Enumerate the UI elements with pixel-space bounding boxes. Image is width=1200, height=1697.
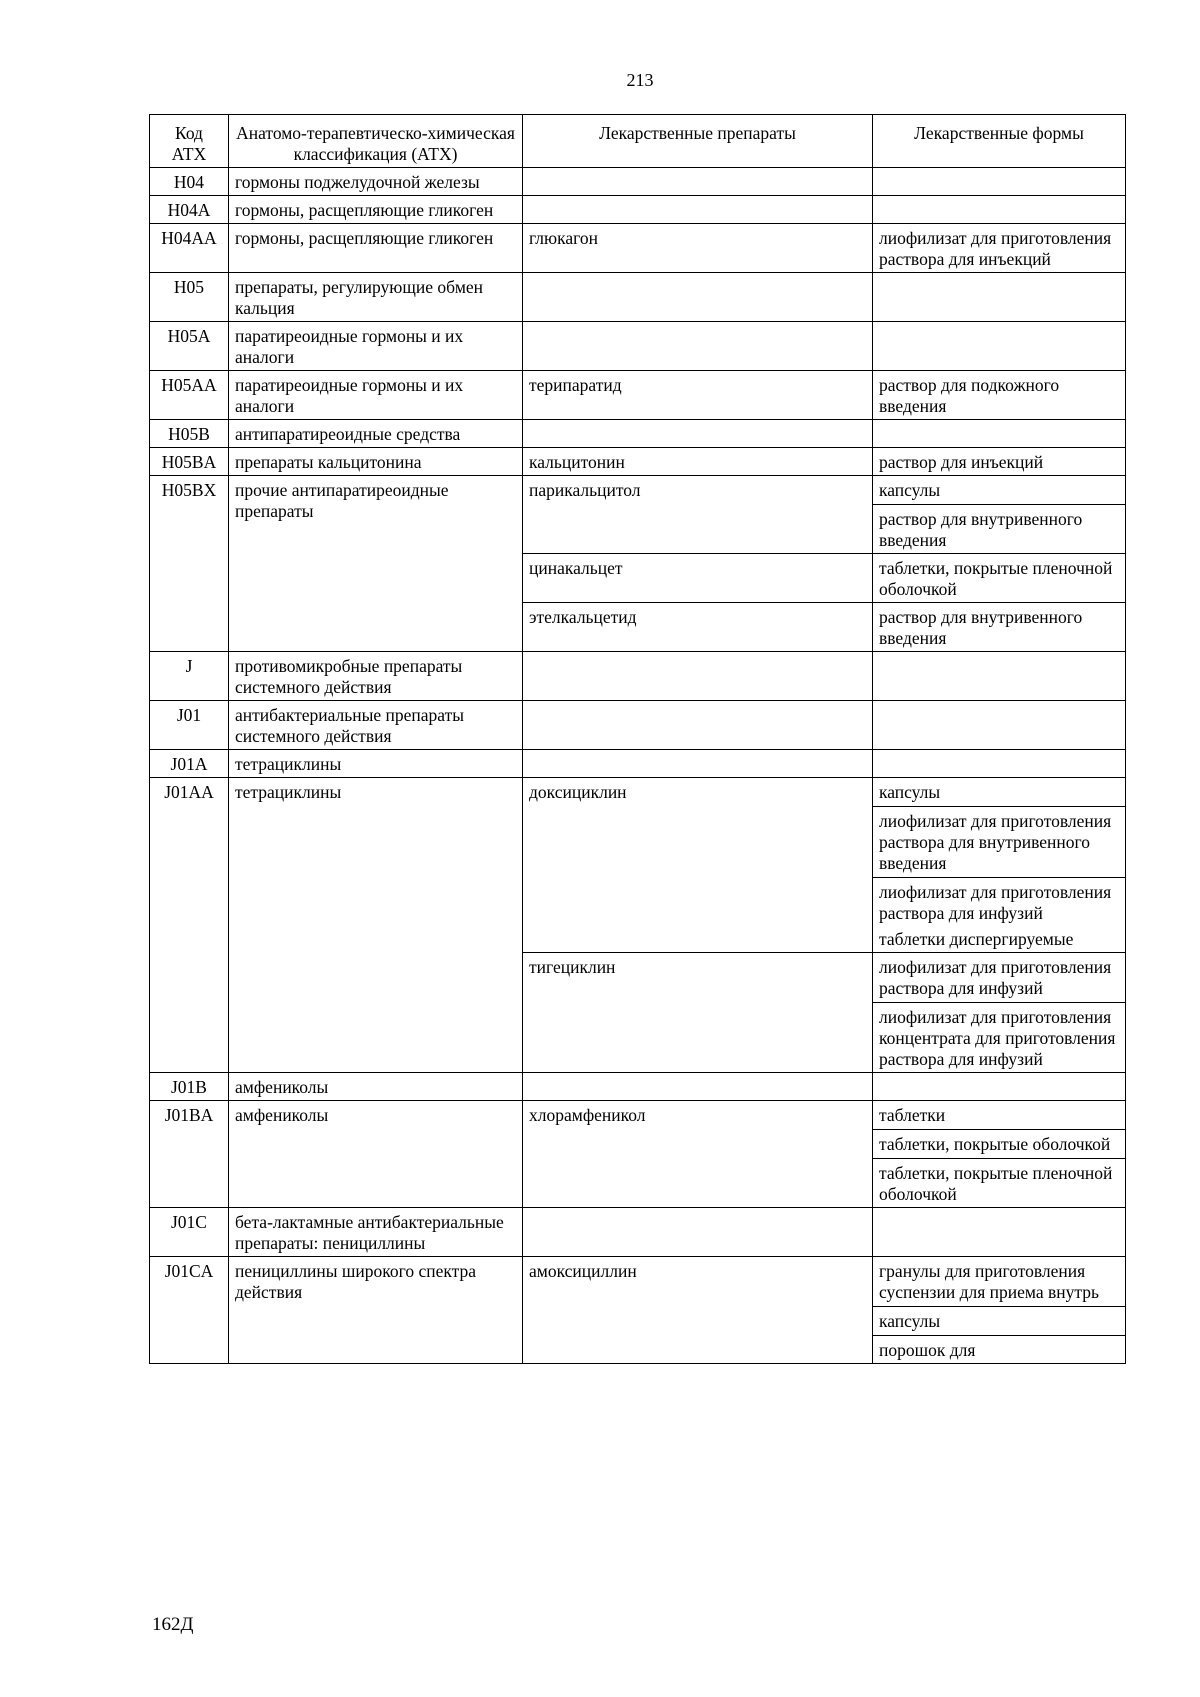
atx-code-cell: H04AA [150,224,229,273]
table-row [150,273,1126,322]
drug-name-cell [523,750,873,778]
dosage-form: раствор для инъекций [879,452,1044,472]
table-row [150,1208,1126,1257]
atx-code-cell: H05 [150,273,229,322]
dosage-form: таблетки [879,1105,946,1125]
dosage-form: лиофилизат для приготовления концентрата для приготовления раствора для инфузий [873,1002,1125,1070]
dosage-forms-cell [873,750,1126,778]
atx-code-cell: J01CA [150,1257,229,1364]
atx-code-cell: H05A [150,322,229,371]
table-row [150,750,1126,778]
table-row [150,448,1126,476]
table-row [150,701,1126,750]
atx-classification-cell: паратиреоидные гормоны и их аналоги [229,322,523,371]
atx-classification-cell: антибактериальные препараты системного действия [229,701,523,750]
atx-code-cell: J01A [150,750,229,778]
atx-table [149,114,1126,1364]
dosage-forms-cell [873,224,1126,273]
page-number: 213 [626,70,654,90]
atx-classification-cell: амфениколы [229,1101,523,1208]
drug-name-cell [523,1073,873,1101]
dosage-forms-cell [873,371,1126,420]
drug-name-cell [523,273,873,322]
dosage-form: раствор для подкожного введения [879,375,1060,416]
dosage-forms-cell [873,168,1126,196]
drug-name-cell [523,652,873,701]
drug-name-cell: доксициклин [523,778,873,953]
dosage-forms-cell [873,196,1126,224]
dosage-forms-cell [873,701,1126,750]
atx-code-cell: J01AA [150,778,229,1073]
atx-classification-cell: противомикробные препараты системного действия [229,652,523,701]
dosage-form: гранулы для приготовления суспензии для приема внутрь [879,1261,1099,1302]
dosage-forms-cell [873,420,1126,448]
table-row [150,224,1126,273]
drug-name-cell: глюкагон [523,224,873,273]
dosage-forms-cell [873,953,1126,1073]
atx-code-cell: H05BA [150,448,229,476]
table-row [150,1101,1126,1208]
footer-code: 162Д [152,1614,194,1635]
dosage-forms-cell [873,273,1126,322]
table-row [150,168,1126,196]
dosage-form: капсулы [879,480,941,500]
dosage-form: таблетки, покрытые пленочной оболочкой [873,1158,1125,1205]
drug-name-cell [523,322,873,371]
dosage-forms-cell [873,322,1126,371]
atx-code-cell: J01BA [150,1101,229,1208]
atx-classification-cell: пенициллины широкого спектра действия [229,1257,523,1364]
table-row [150,652,1126,701]
dosage-forms-cell [873,1257,1126,1364]
dosage-form: таблетки диспергируемые [879,929,1074,949]
drug-name-cell: цинакальцет [523,554,873,603]
dosage-form: таблетки, покрытые пленочной оболочкой [879,558,1113,599]
drug-name-cell [523,1208,873,1257]
dosage-forms-cell [873,1101,1126,1208]
dosage-forms-cell [873,652,1126,701]
drug-name-cell: парикальцитол [523,476,873,554]
dosage-form: раствор для внутривенного введения [879,607,1083,648]
drug-name-cell: амоксициллин [523,1257,873,1364]
atx-code-cell: H05AA [150,371,229,420]
dosage-forms-cell [873,554,1126,603]
table-row [150,196,1126,224]
atx-classification-cell: амфениколы [229,1073,523,1101]
table-row [150,322,1126,371]
drug-name-cell [523,196,873,224]
dosage-form: капсулы [873,1306,1125,1332]
drug-name-cell: этелкальцетид [523,603,873,652]
dosage-form: лиофилизат для приготовления раствора для инъекций [879,228,1112,269]
table-row [150,1257,1126,1364]
drug-name-cell [523,168,873,196]
atx-classification-cell: прочие антипаратиреоидные препараты [229,476,523,652]
table-row [150,778,1126,953]
column-header-drugs: Лекарственные препараты [523,115,873,168]
dosage-form: капсулы [879,782,941,802]
dosage-form: таблетки, покрытые оболочкой [873,1129,1125,1155]
atx-classification-cell: бета-лактамные антибактериальные препараты: пенициллины [229,1208,523,1257]
drug-name-cell: тигециклин [523,953,873,1073]
column-header-classification: Анатомо-терапевтическо-химическая классификация (АТХ) [229,115,523,168]
dosage-forms-cell [873,476,1126,554]
atx-code-cell: H04A [150,196,229,224]
column-header-forms: Лекарственные формы [873,115,1126,168]
dosage-forms-cell [873,778,1126,953]
atx-code-cell: J01 [150,701,229,750]
atx-classification-cell: тетрациклины [229,750,523,778]
atx-classification-cell: паратиреоидные гормоны и их аналоги [229,371,523,420]
dosage-forms-cell [873,1208,1126,1257]
atx-classification-cell: препараты, регулирующие обмен кальция [229,273,523,322]
atx-code-cell: J01C [150,1208,229,1257]
dosage-forms-cell [873,448,1126,476]
atx-classification-cell: антипаратиреоидные средства [229,420,523,448]
dosage-form: раствор для внутривенного введения [873,504,1125,551]
atx-classification-cell: гормоны поджелудочной железы [229,168,523,196]
atx-classification-cell: препараты кальцитонина [229,448,523,476]
drug-name-cell [523,420,873,448]
table-row [150,1073,1126,1101]
table-row [150,371,1126,420]
table-header-row [150,115,1126,168]
dosage-form: лиофилизат для приготовления раствора для инфузий [879,957,1112,998]
atx-code-cell: H04 [150,168,229,196]
drug-name-cell: терипаратид [523,371,873,420]
drug-name-cell: хлорамфеникол [523,1101,873,1208]
column-header-code: Код АТХ [150,115,229,168]
table-body [150,168,1126,1364]
drug-name-cell: кальцитонин [523,448,873,476]
dosage-form: лиофилизат для приготовления раствора для внутривенного введения [873,806,1125,874]
atx-code-cell: J01B [150,1073,229,1101]
atx-classification-cell: гормоны, расщепляющие гликоген [229,196,523,224]
drug-name-cell [523,701,873,750]
atx-code-cell: H05B [150,420,229,448]
table-row [150,420,1126,448]
dosage-forms-cell [873,603,1126,652]
atx-code-cell: H05BX [150,476,229,652]
dosage-form: порошок для [873,1335,1125,1361]
table-row [150,476,1126,554]
atx-classification-cell: тетрациклины [229,778,523,1073]
dosage-form: лиофилизат для приготовления раствора для инфузий [873,877,1125,924]
atx-code-cell: J [150,652,229,701]
atx-classification-cell: гормоны, расщепляющие гликоген [229,224,523,273]
dosage-forms-cell [873,1073,1126,1101]
